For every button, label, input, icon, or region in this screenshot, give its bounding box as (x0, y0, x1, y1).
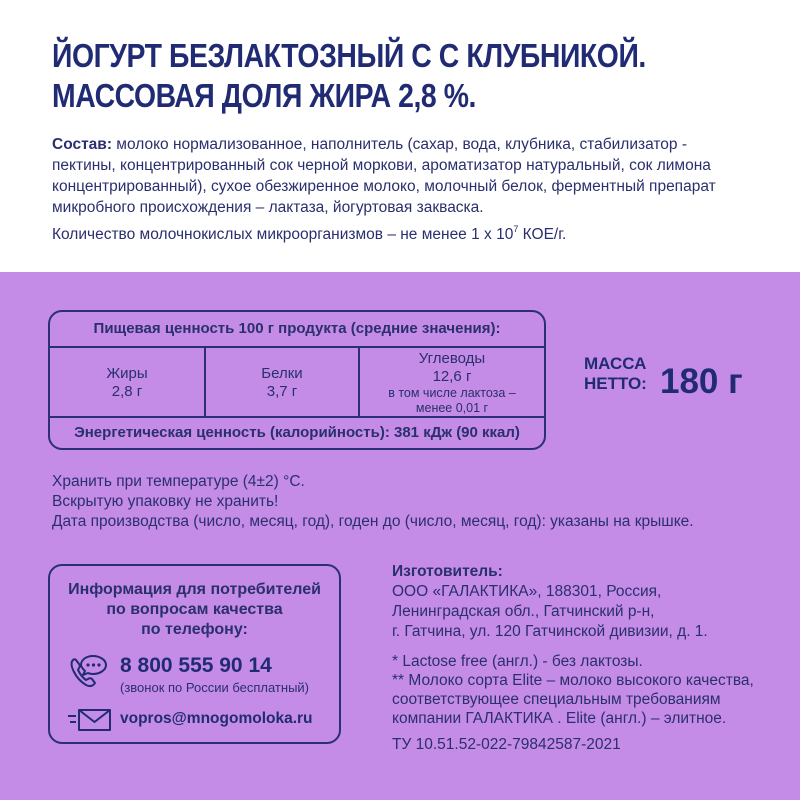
consumer-info-title-3: по телефону: (141, 621, 248, 638)
footnote-3: соответствующее специальным требованиям (392, 691, 721, 708)
net-mass-label-2: НЕТТО: (584, 374, 647, 393)
envelope-icon (68, 708, 112, 732)
storage-line-2: Вскрытую упаковку не хранить! (52, 493, 279, 510)
microorganisms-text: Количество молочнокислых микроорганизмов – не менее 1 х 10 (52, 226, 514, 243)
consumer-info-title-2: по вопросам качества (106, 601, 283, 618)
phone-chat-icon (68, 654, 108, 690)
footnote-4: компании ГАЛАКТИКА . Elite (англ.) – элитное. (392, 710, 727, 727)
carbs-value: 12,6 г (432, 368, 472, 385)
manufacturer-line-2: Ленинградская обл., Гатчинский р-н, (392, 603, 655, 620)
product-title-line2: МАССОВАЯ ДОЛЯ ЖИРА 2,8 %. (52, 77, 477, 114)
product-title (52, 36, 646, 116)
protein-cell (206, 348, 360, 418)
energy-value: Энергетическая ценность (калорийность): 381 кДж (90 ккал) (74, 424, 520, 441)
footnote-1: * Lactose free (англ.) - без лактозы. (392, 653, 643, 670)
fat-label: Жиры (106, 365, 148, 382)
microorganisms-suffix: КОЕ/г. (518, 226, 567, 243)
email-link[interactable]: vopros@mnogomoloka.ru (120, 710, 313, 727)
fat-value: 2,8 г (111, 383, 143, 400)
carbs-label: Углеводы (418, 350, 486, 367)
composition-text: молоко нормализованное, наполнитель (сахар, вода, клубника, стабилизатор - пектины, концентрированный сок черной моркови, ароматизатор натуральный, сок лимона концентрированный), сухое обезжиренное молоко, молочный белок, ферментный препарат микробного происхождения – лактаза, йогуртовая закваска. (52, 136, 716, 216)
consumer-info-box (48, 564, 341, 744)
manufacturer-line-1: ООО «ГАЛАКТИКА», 188301, Россия, (392, 583, 662, 600)
protein-label: Белки (261, 365, 303, 382)
phone-number[interactable]: 8 800 555 90 14 (120, 654, 272, 677)
net-mass-label (584, 354, 647, 394)
product-title-line1: ЙОГУРТ БЕЗЛАКТОЗНЫЙ С С КЛУБНИКОЙ. (52, 37, 646, 74)
phone-note: (звонок по России бесплатный) (120, 680, 310, 695)
composition-label: Состав: (52, 136, 112, 153)
consumer-info-title-1: Информация для потребителей (68, 581, 321, 598)
consumer-info-title (50, 580, 339, 640)
carbs-note-1: в том числе лактоза – (388, 386, 516, 400)
nutrition-table (48, 310, 546, 450)
footnote-2: ** Молоко сорта Elite – молоко высокого качества, (392, 672, 754, 689)
net-mass-label-1: МАССА (584, 354, 647, 373)
composition (52, 134, 752, 218)
footnotes (392, 652, 754, 728)
fat-cell (50, 348, 206, 418)
manufacturer-info (392, 562, 708, 642)
nutrition-header: Пищевая ценность 100 г продукта (средние значения): (50, 312, 544, 348)
net-mass-value: 180 г (660, 362, 743, 401)
microorganisms-info (52, 226, 566, 244)
manufacturer-label: Изготовитель: (392, 563, 503, 580)
storage-line-1: Хранить при температуре (4±2) °С. (52, 473, 305, 490)
storage-line-3: Дата производства (число, месяц, год), годен до (число, месяц, год): указаны на крышке. (52, 513, 694, 530)
microorganisms-exponent: 7 (513, 224, 519, 234)
manufacturer-line-3: г. Гатчина, ул. 120 Гатчинской дивизии, д. 1. (392, 623, 708, 640)
storage-info (52, 472, 694, 532)
carbs-note-2: менее 0,01 г (415, 401, 489, 415)
nutrition-values-row (50, 348, 544, 418)
carbs-cell (360, 348, 544, 418)
protein-value: 3,7 г (266, 383, 298, 400)
technical-spec: ТУ 10.51.52-022-79842587-2021 (392, 736, 621, 753)
